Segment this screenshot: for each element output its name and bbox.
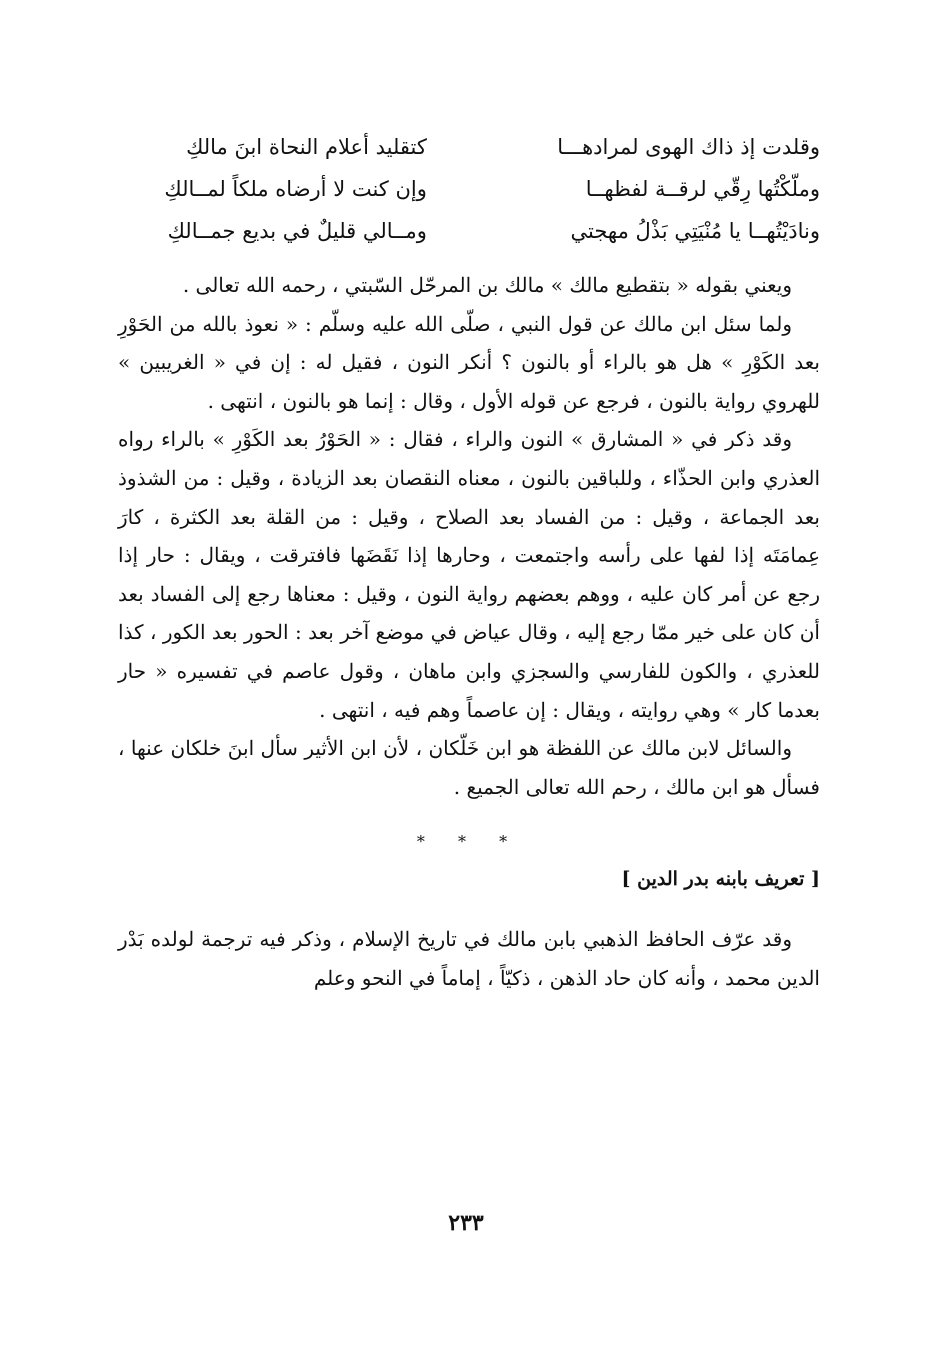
verse-first-hemistich: وملّكْتُها رِقّي لرقــة لفظهــا bbox=[585, 177, 820, 201]
paragraph-mashariq: وقد ذكر في « المشارق » النون والراء ، فقال : « الحَوْرُ بعد الكَوْرِ » بالراء رواه العذري وابن الحذّاء ، وللباقين بالنون ، معناه النقصان بعد الزيادة ، وقيل : من الشذوذ بعد الجماعة ، وقيل : من الفساد بعد الصلاح ، وقيل : من القلة بعد الكثرة ، كارَ عِمامَتَه إذا لفها على رأسه واجتمعت ، وحارها إذا نَقَضَها فافترقت ، ويقال : حار إذا رجع عن أمر كان عليه ، ووهم بعضهم رواية النون ، وقيل : معناها رجع إلى الفساد بعد أن كان على خير ممّا رجع إليه ، وقال عياض في موضع آخر بعد : الحور بعد الكور ، كذا للعذري ، والكون للفارسي والسجزي وابن ماهان ، وقول عاصم في تفسيره « حار بعدما كار » وهي روايته ، ويقال : إن عاصماً وهم فيه ، انتهى . bbox=[118, 427, 820, 722]
verse-second-hemistich: وإن كنت لا أرضاه ملكاً لمــالكِ bbox=[164, 177, 427, 201]
paragraph-badr-al-din: وقد عرّف الحافظ الذهبي بابن مالك في تاريخ الإسلام ، وذكر فيه ترجمة لولده بَدْر الدين محمد ، وأنه كان حاد الذهن ، ذكيّاً ، إماماً في النحو وعلم bbox=[118, 927, 820, 990]
section-separator: * * * bbox=[416, 832, 522, 852]
verse-second-hemistich: كتقليد أعلام النحاة ابنَ مالكِ bbox=[186, 135, 427, 159]
verse-line bbox=[118, 126, 820, 168]
paragraph-maalik-reference: ويعني بقوله « بتقطيع مالك » مالك بن المرحّل السّبتي ، رحمه الله تعالى . bbox=[182, 273, 792, 297]
verse-line bbox=[118, 210, 820, 252]
poem-verses bbox=[118, 126, 820, 252]
paragraph-hawr-question: ولما سئل ابن مالك عن قول النبي ، صلّى الله عليه وسلّم : « نعوذ بالله من الحَوْرِ بعد الكَوْرِ » هل هو بالراء أو بالنون ؟ أنكر النون ، فقيل له : إن في « الغريبين » للهروي رواية بالنون ، فرجع عن قوله الأول ، وقال : إنما هو بالنون ، انتهى . bbox=[118, 311, 820, 413]
page-body bbox=[118, 126, 820, 998]
verse-second-hemistich: ومــالي قليلٌ في بديع جمــالكِ bbox=[167, 219, 427, 243]
paragraph-questioner: والسائل لابن مالك عن اللفظة هو ابن خَلّكان ، لأن ابن الأثير سأل ابنَ خلكان عنها ، فسأل هو ابن مالك ، رحم الله تعالى الجميع . bbox=[118, 736, 820, 799]
verse-line bbox=[118, 168, 820, 210]
verse-first-hemistich: ونادَيْتُهــا يا مُنْيَتِي بَذْلُ مهجتي bbox=[570, 219, 820, 243]
verse-first-hemistich: وقلدت إذ ذاك الهوى لمرادهـــا bbox=[557, 135, 820, 159]
page-number: ٢٣٣ bbox=[448, 1210, 484, 1236]
section-heading: [ تعريف بابنه بدر الدين ] bbox=[621, 868, 820, 891]
